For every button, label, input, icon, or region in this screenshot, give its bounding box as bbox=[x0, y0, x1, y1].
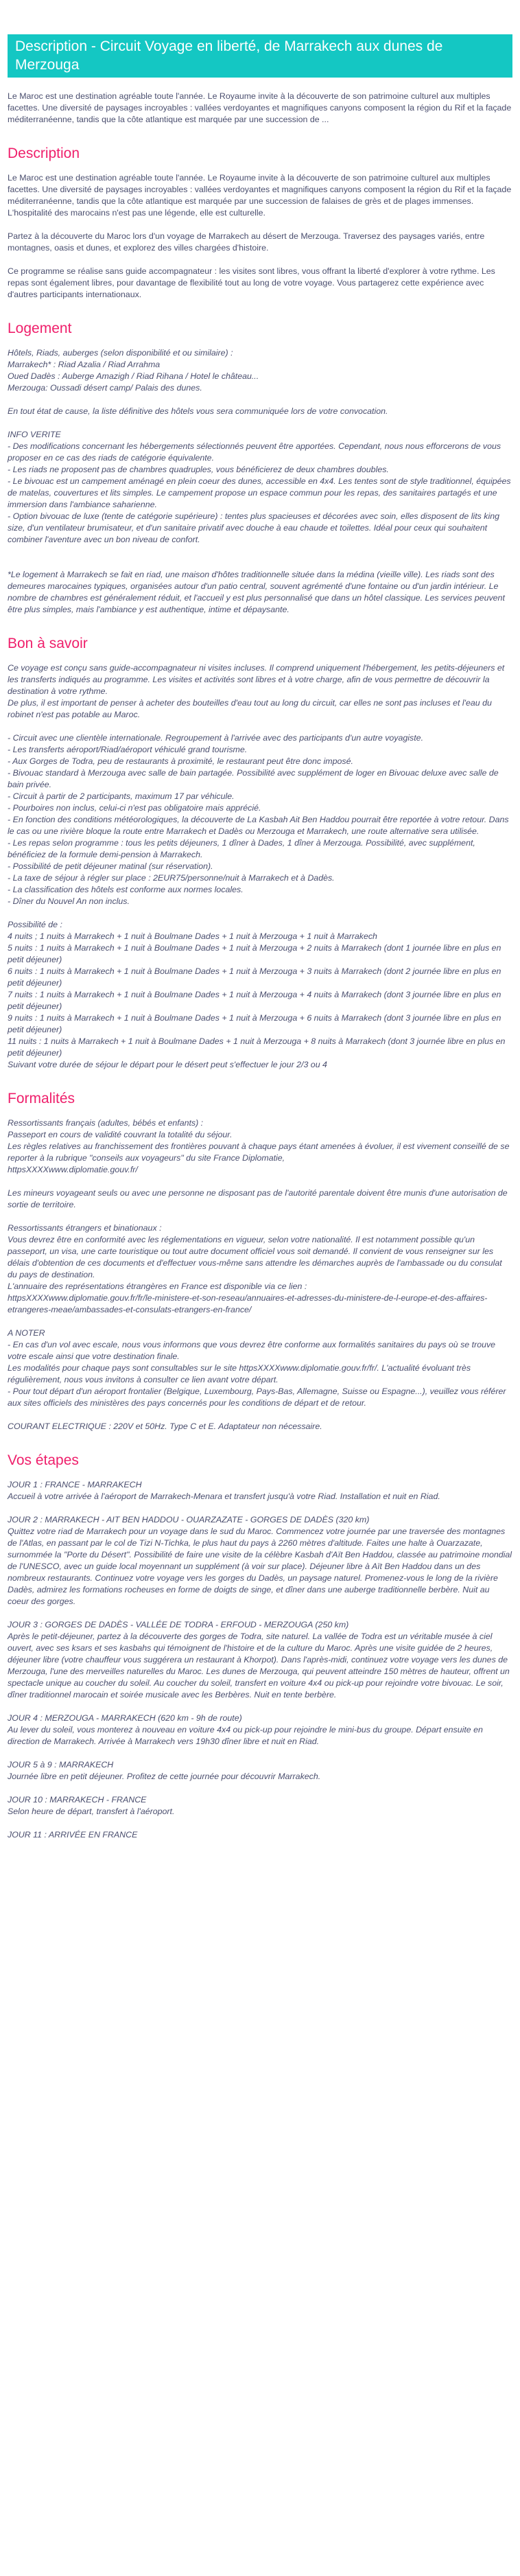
text-line: Oued Dadès : Auberge Amazigh / Riad Rihana / Hotel le château... bbox=[8, 371, 259, 381]
blank-line bbox=[8, 394, 512, 406]
text-line: Ressortissants étrangers et binationaux : bbox=[8, 1223, 162, 1233]
blank-line bbox=[8, 1701, 512, 1713]
text-line: JOUR 5 à 9 : MARRAKECH bbox=[8, 1760, 114, 1769]
text-line: Marrakech* : Riad Azalia / Riad Arrahma bbox=[8, 360, 161, 369]
section-heading-logement: Logement bbox=[8, 321, 72, 336]
text-line: 6 nuits : 1 nuits à Marrakech + 1 nuit à Boulmane Dades + 1 nuit à Merzouga + 3 nuits à Marrakech (dont 2 journée libre en plus en petit déjeuner) bbox=[8, 966, 504, 988]
text-line: Après le petit-déjeuner, partez à la découverte des gorges de Todra, site naturel. La vallée de Todra est un véritable musée à ciel ouvert, avec ses ksars et ses kasbahs qui témoignent de l'histoire et de la culture du Maroc. Après une visite guidée de 2 heures, déjeuner libre (votre chauffeur vous suggérera un restaurant à Khorpot). Dans l'après-midi, continuez votre voyage vers les dunes de Merzouga, l'une des merveilles naturelles du Maroc. Les dunes de Merzouga, qui peuvent atteindre 150 mètres de hauteur, offrent un spectacle unique au coucher du soleil. Au coucher du soleil, transfert en voiture 4x4 ou pick-up pour rejoindre votre bivouac. Le soir, dîner traditionnel marocain et soirée musicale avec les Berbères. Nuit en tente berbère. bbox=[8, 1632, 512, 1699]
text-line: - La classification des hôtels est conforme aux normes locales. bbox=[8, 885, 244, 894]
text-line: - Circuit à partir de 2 participants, maximum 17 par véhicule. bbox=[8, 791, 235, 801]
description-paragraph: Le Maroc est une destination agréable toute l'année. Le Royaume invite à la découverte de son patrimoine culturel aux multiples facettes. Une diversité de paysages incroyables : vallées verdoyantes et magnifiques canyons composent la région du Rif et la façade méditerranéenne, tandis que la côte atlantique est marquée par une succession de falaises de grès et de plages immenses. L'hospitalité des marocains n'est pas une légende, elle est culturelle. bbox=[8, 173, 512, 218]
section-description bbox=[8, 145, 512, 301]
text-line: Les mineurs voyageant seuls ou avec une personne ne disposant pas de l'autorité parentale doivent être munis d'une autorisation de sortie de territoire. bbox=[8, 1188, 510, 1209]
text-line: httpsXXXXwww.diplomatie.gouv.fr/ bbox=[8, 1165, 138, 1174]
text-line: L'annuaire des représentations étrangères en France est disponible via ce lien : bbox=[8, 1281, 307, 1291]
text-line: - Pourboires non inclus, celui-ci n'est pas obligatoire mais apprécié. bbox=[8, 803, 261, 813]
text-line: Quittez votre riad de Marrakech pour un voyage dans le sud du Maroc. Commencez votre journée par une traversée des montagnes de l'Atlas, en passant par le col de Tizi N-Tichka, le plus haut du pays à 2260 mètres d'altitude. Faites une halte à Ouarzazate, surnommée la "Porte du Désert". Possibilité de faire une visite de la célèbre Kasbah d'Aït Ben Haddou, classée au patrimoine mondial de l'UNESCO, avec un guide local moyennant un supplément (à voir sur place). Déjeuner libre à Aït Ben Haddou dans un des nombreux restaurants. Continuez votre voyage vers les gorges du Dadès, un paysage naturel. Promenez-vous le long de la rivière Dadès, admirez les formations rocheuses en forme de doigts de singe, et dîner dans une auberge traditionnelle berbère. Nuit au coeur des gorges. bbox=[8, 1527, 515, 1606]
description-paragraph: Ce programme se réalise sans guide accompagnateur : les visites sont libres, vous offrant la liberté d'explorer à votre rythme. Les repas sont également libres, pour davantage de flexibilité tout au long de votre voyage. Vous partagerez cette expérience avec d'autres participants internationaux. bbox=[8, 266, 495, 299]
text-line: JOUR 11 : ARRIVÉE EN FRANCE bbox=[8, 1830, 138, 1840]
logement-lines bbox=[8, 347, 512, 616]
blank-line bbox=[8, 1211, 512, 1222]
text-line: Merzouga: Oussadi désert camp/ Palais des dunes. bbox=[8, 383, 202, 393]
text-line: Ressortissants français (adultes, bébés et enfants) : bbox=[8, 1118, 204, 1128]
section-logement bbox=[8, 320, 512, 616]
blank-line bbox=[8, 1176, 512, 1187]
blank-line bbox=[8, 721, 512, 732]
text-line: - En cas d'un vol avec escale, nous vous informons que vous devrez être conforme aux formalités sanitaires du pays où se trouve votre escale ainsi que votre destination finale. bbox=[8, 1340, 498, 1361]
text-line: - Le bivouac est un campement aménagé en plein coeur des dunes, accessible en 4x4. Les tentes sont de style traditionnel, équipées de matelas, couvertures et lits simples. Le campement propose un espace commun pour les repas, des sanitaires partagés et une immersion dans l'ambiance saharienne. bbox=[8, 476, 514, 509]
text-line: 4 nuits ; 1 nuits à Marrakech + 1 nuit à Boulmane Dades + 1 nuit à Merzouga + 1 nuit à Marrakech bbox=[8, 931, 377, 941]
blank-line bbox=[8, 1748, 512, 1759]
blank-line bbox=[8, 1783, 512, 1794]
text-line: Possibilité de : bbox=[8, 920, 62, 929]
text-line: JOUR 2 : MARRAKECH - AIT BEN HADDOU - OUARZAZATE - GORGES DE DADÈS (320 km) bbox=[8, 1515, 370, 1524]
etapes-lines bbox=[8, 1479, 515, 1841]
description-paragraph: Partez à la découverte du Maroc lors d'un voyage de Marrakech au désert de Merzouga. Traversez des paysages variés, entre montagnes, oasis et dunes, et explorez des villes chargées d'histoire. bbox=[8, 231, 485, 253]
text-line: httpsXXXXwww.diplomatie.gouv.fr/fr/le-ministere-et-son-reseau/annuaires-et-adresses-du-ministere-de-l-europe-et-des-affaires-etrangeres-meae/ambassades-et-consulats-etrangers-en-france/ bbox=[8, 1293, 488, 1314]
text-line: - Option bivouac de luxe (tente de catégorie supérieure) : tentes plus spacieuses et décorées avec soin, elles disposent de lits king size, d'un ventilateur brumisateur, et d'un sanitaire privatif avec douche à eau chaude et toilettes. Idéal pour ceux qui souhaitent combiner l'aventure avec un bon niveau de confort. bbox=[8, 511, 502, 544]
text-line: - Bivouac standard à Merzouga avec salle de bain partagée. Possibilité avec supplément de loger en Bivouac deluxe avec salle de bain privée. bbox=[8, 768, 501, 789]
page-title: Description - Circuit Voyage en liberté, de Marrakech aux dunes de Merzouga bbox=[8, 34, 512, 78]
text-line: 11 nuits : 1 nuits à Marrakech + 1 nuit à Boulmane Dades + 1 nuit à Merzouga + 8 nuits à Marrakech (dont 3 journée libre en plus en petit déjeuner) bbox=[8, 1036, 508, 1058]
section-bon-a-savoir bbox=[8, 635, 512, 1071]
text-line: INFO VERITE bbox=[8, 430, 61, 439]
blank-line bbox=[8, 1316, 512, 1327]
text-line: Selon heure de départ, transfert à l'aéroport. bbox=[8, 1807, 175, 1816]
text-line: 7 nuits : 1 nuits à Marrakech + 1 nuit à Boulmane Dades + 1 nuit à Merzouga + 4 nuits à Marrakech (dont 3 journée libre en plus en petit déjeuner) bbox=[8, 990, 504, 1011]
text-line: Accueil à votre arrivée à l'aéroport de Marrakech-Menara et transfert jusqu'à votre Riad. Installation et nuit en Riad. bbox=[8, 1492, 440, 1501]
text-line: - Les riads ne proposent pas de chambres quadruples, vous bénéficierez de deux chambres doubles. bbox=[8, 465, 389, 474]
text-line: Vous devrez être en conformité avec les réglementations en vigueur, selon votre nationalité. Il est notamment possible qu'un passeport, un visa, une carte touristique ou tout autre document officiel vous soit demandé. Il convient de vous renseigner sur les délais d'obtention de ces documents et d'effectuer vous-même sans attendre les démarches auprès de l'ambassade ou du consulat du pays de destination. bbox=[8, 1235, 505, 1279]
text-line: Les modalités pour chaque pays sont consultables sur le site httpsXXXXwww.diplomatie.gouv.fr/fr/. L'actualité évoluant très régulièrement, nous vous invitons à consulter ce lien avant votre départ. bbox=[8, 1363, 473, 1384]
blank-line bbox=[8, 546, 512, 557]
blank-line bbox=[8, 1409, 512, 1421]
text-line: 9 nuits : 1 nuits à Marrakech + 1 nuit à Boulmane Dades + 1 nuit à Merzouga + 6 nuits à Marrakech (dont 3 journée libre en plus en petit déjeuner) bbox=[8, 1013, 504, 1034]
section-heading-description: Description bbox=[8, 146, 80, 161]
section-heading-etapes: Vos étapes bbox=[8, 1452, 79, 1468]
text-line: JOUR 3 : GORGES DE DADÈS - VALLÉE DE TODRA - ERFOUD - MERZOUGA (250 km) bbox=[8, 1620, 349, 1629]
text-line: *Le logement à Marrakech se fait en riad, une maison d'hôtes traditionnelle située dans la médina (vieille ville). Les riads sont des demeures marocaines typiques, organisées autour d'un patio central, souvent agrémenté d'une fontaine ou d'un jardin intérieur. Le nombre de chambres est généralement réduit, et l'accueil y est plus personnalisé que dans un hôtel classique. Les services peuvent être plus simples, mais l'ambiance y est authentique, intime et dépaysante. bbox=[8, 570, 508, 614]
blank-line bbox=[8, 1502, 512, 1514]
text-line: - Circuit avec une clientèle internationale. Regroupement à l'arrivée avec des participants d'un autre voyagiste. bbox=[8, 733, 424, 743]
text-line: - Les transferts aéroport/Riad/aéroport véhiculé grand tourisme. bbox=[8, 745, 248, 754]
text-line: JOUR 4 : MERZOUGA - MARRAKECH (620 km - 9h de route) bbox=[8, 1713, 242, 1723]
text-line: - La taxe de séjour à régler sur place : 2EUR75/personne/nuit à Marrakech et à Dadès. bbox=[8, 873, 335, 883]
text-line: Journée libre en petit déjeuner. Profitez de cette journée pour découvrir Marrakech. bbox=[8, 1772, 321, 1781]
text-line: Au lever du soleil, vous monterez à nouveau en voiture 4x4 ou pick-up pour rejoindre le mini-bus du groupe. Départ ensuite en direction de Marrakech. Arrivée à Marrakech vers 19h30 dîner libre et nuit en Riad. bbox=[8, 1725, 486, 1746]
formalites-lines bbox=[8, 1117, 512, 1432]
text-line: A NOTER bbox=[8, 1328, 45, 1338]
blank-line bbox=[8, 1818, 512, 1829]
page bbox=[0, 34, 520, 1841]
text-line: Suivant votre durée de séjour le départ pour le désert peut s'effectuer le jour 2/3 ou 4 bbox=[8, 1060, 327, 1069]
text-line: Passeport en cours de validité couvrant la totalité du séjour. bbox=[8, 1130, 233, 1139]
blank-line bbox=[8, 557, 512, 569]
blank-line bbox=[8, 417, 512, 429]
section-heading-formalites: Formalités bbox=[8, 1091, 75, 1106]
text-line: Ce voyage est conçu sans guide-accompagnateur ni visites incluses. Il comprend uniquement l'hébergement, les petits-déjeuners et les transferts indiqués au programme. Les visites et activités sont libres et à votre charge, afin de vous permettre de découvrir la destination à votre rythme. bbox=[8, 663, 507, 696]
text-line: COURANT ELECTRIQUE : 220V et 50Hz. Type C et E. Adaptateur non nécessaire. bbox=[8, 1422, 322, 1431]
section-formalites bbox=[8, 1090, 512, 1432]
text-line: JOUR 1 : FRANCE - MARRAKECH bbox=[8, 1480, 142, 1489]
text-line: - Possibilité de petit déjeuner matinal (sur réservation). bbox=[8, 861, 213, 871]
intro-text: Le Maroc est une destination agréable toute l'année. Le Royaume invite à la découverte de son patrimoine culturel aux multiples facettes. Une diversité de paysages incroyables : vallées verdoyantes et magnifiques canyons composent la région du Rif et la façade méditerranéenne, tandis que la côte atlantique est marquée par une succession de ... bbox=[8, 91, 512, 124]
text-line: - Aux Gorges de Todra, peu de restaurants à proximité, le restaurant peut être donc imposé. bbox=[8, 756, 353, 766]
text-line: - Des modifications concernant les hébergements sélectionnés peuvent être apportées. Cependant, nous nous efforcerons de vous proposer en ce cas des riads de catégorie équivalente. bbox=[8, 441, 504, 463]
text-line: - En fonction des conditions météorologiques, la découverte de La Kasbah Ait Ben Haddou pourrait être reportée à votre retour. Dans le cas ou une rivière bloque la route entre Marrakech et Dadès ou Merzouga et Marrakech, une route alternative sera utilisée. bbox=[8, 815, 512, 836]
text-line: Les règles relatives au franchissement des frontières pouvant à chaque pays étant amenées à évoluer, il est vivement conseillé de se reporter à la rubrique "conseils aux voyageurs" du site France Diplomatie, bbox=[8, 1141, 512, 1163]
text-line: En tout état de cause, la liste définitive des hôtels vous sera communiquée lors de votre convocation. bbox=[8, 406, 388, 416]
text-line: De plus, il est important de penser à acheter des bouteilles d'eau tout au long du circuit, car elles ne sont pas incluses et l'eau du robinet n'est pas potable au Maroc. bbox=[8, 698, 495, 719]
text-line: 5 nuits : 1 nuits à Marrakech + 1 nuit à Boulmane Dades + 1 nuit à Merzouga + 2 nuits à Marrakech (dont 1 journée libre en plus en petit déjeuner) bbox=[8, 943, 504, 964]
section-etapes bbox=[8, 1452, 515, 1841]
text-line: - Les repas selon programme : tous les petits déjeuners, 1 dîner à Dades, 1 dîner à Merzouga. Possibilité, avec supplément, bénéficiez de la formule demi-pension à Marrakech. bbox=[8, 838, 478, 859]
section-heading-bon-a-savoir: Bon à savoir bbox=[8, 636, 88, 651]
blank-line bbox=[8, 907, 512, 919]
text-line: - Pour tout départ d'un aéroport frontalier (Belgique, Luxembourg, Pays-Bas, Allemagne, Suisse ou Espagne...), veuillez vous référer aux sites officiels des ministères des pays concernés pour les conditions de départ et de retour. bbox=[8, 1386, 508, 1408]
blank-line bbox=[8, 1608, 512, 1619]
bon-a-savoir-lines bbox=[8, 662, 512, 1071]
text-line: - Dîner du Nouvel An non inclus. bbox=[8, 896, 130, 906]
text-line: Hôtels, Riads, auberges (selon disponibilité et ou similaire) : bbox=[8, 348, 233, 358]
text-line: JOUR 10 : MARRAKECH - FRANCE bbox=[8, 1795, 147, 1805]
